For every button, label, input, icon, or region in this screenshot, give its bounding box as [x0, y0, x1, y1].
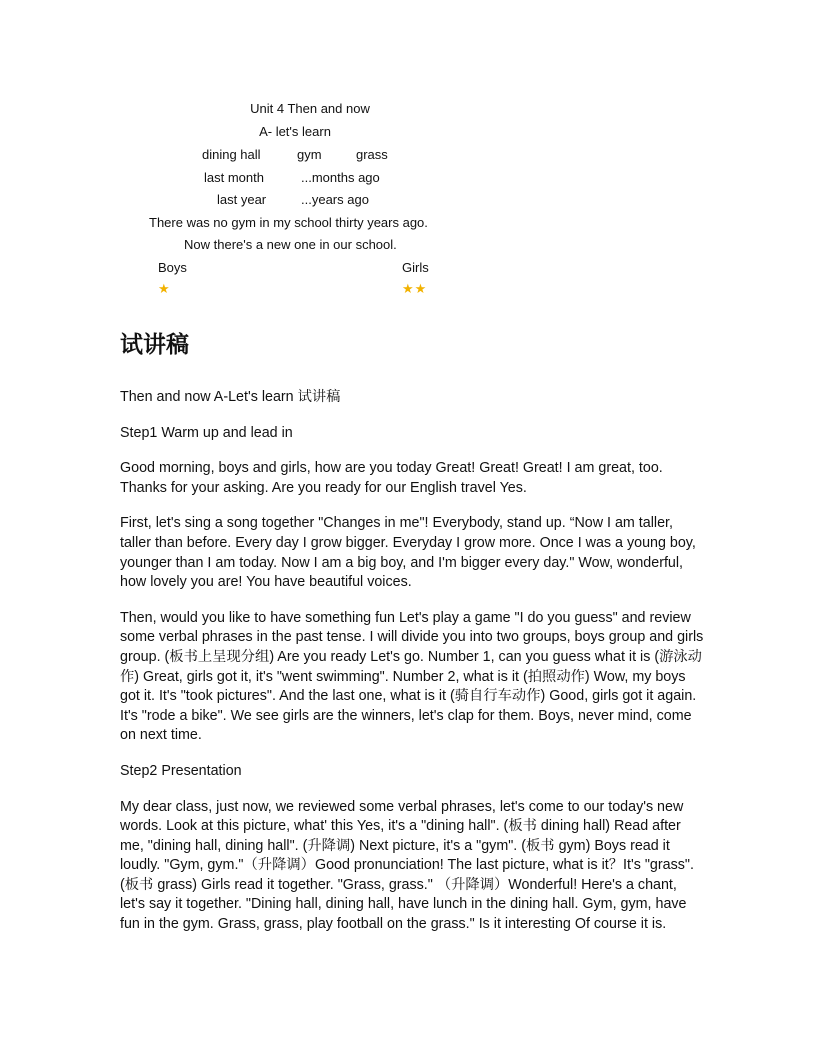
word-gym: gym: [297, 147, 322, 162]
paragraph-game: Then, would you like to have something fun Let's play a game "I do you guess" and review some verbal phrases in the past tense. I will divide you into two groups, boys group and girls group. (板书上呈现分组) Are you ready Let's go. Number 1, can you guess what it is (游泳动作) Great, girls got it, it's "went swimming". Number 2, what is it (拍照动作) Wow, my boys got it. It's "took pictures". And the last one, what is it (骑自行车动作) Good, girls got it again. It's "rode a bike". We see girls are the winners, let's clap for them. Boys, never mind, come on next time.: [120, 609, 704, 744]
step1-heading: Step1 Warm up and lead in: [120, 424, 293, 441]
word-grass: grass: [356, 147, 388, 162]
girls-group-label: Girls: [402, 260, 429, 275]
board-title: Unit 4 Then and now: [250, 101, 370, 116]
phrase-months-ago: ...months ago: [301, 170, 380, 185]
blackboard-design: [0, 0, 816, 310]
board-subtitle: A- let's learn: [259, 124, 331, 139]
phrase-last-year: last year: [217, 192, 267, 207]
word-dining-hall: dining hall: [202, 147, 261, 162]
phrase-last-month: last month: [204, 170, 264, 185]
boys-star-icon: ★: [158, 281, 171, 296]
board-sentence-2: Now there's a new one in our school.: [184, 237, 397, 252]
paragraph-song: First, let's sing a song together "Changes in me"! Everybody, stand up. “Now I am taller, taller than before. Every day I grow bigger. Everyday I grow more. Once I was a young boy, younger than I am today. Now I am a big boy, and I'm bigger every day." Wow, wonderful, how lovely you are! You have beautiful voices.: [120, 515, 696, 591]
doc-title-line: Then and now A-Let's learn 试讲稿: [120, 389, 341, 405]
paragraph-presentation: My dear class, just now, we reviewed some verbal phrases, let's come to our today's new words. Look at this picture, what' this Yes, it's a "dining hall". (板书 dining hall) Read after me, "dining hall, dining hall". (升降调) Next picture, it's a "gym". (板书 gym) Boys read it loudly. "Gym, gym."（升降调）Good pronunciation! The last picture, what is it？It's "grass". (板书 grass) Girls read it together. "Grass, grass." （升降调）Wonderful! Here's a chant, let's say it together. "Dining hall, dining hall, have lunch in the dining hall. Gym, gym, have fun in the gym. Grass, grass, play football on the grass." Is it interesting Of course it is.: [120, 798, 694, 933]
phrase-years-ago: ...years ago: [301, 192, 369, 207]
girls-star-icon: ★★: [402, 281, 428, 296]
boys-group-label: Boys: [158, 260, 187, 275]
page-heading: 试讲稿: [120, 332, 189, 358]
board-sentence-1: There was no gym in my school thirty years ago.: [149, 215, 428, 230]
script-body: [120, 328, 705, 951]
paragraph-greeting: Good morning, boys and girls, how are you today Great! Great! Great! I am great, too. Thanks for your asking. Are you ready for our English travel Yes.: [120, 460, 663, 496]
step2-heading: Step2 Presentation: [120, 762, 242, 779]
